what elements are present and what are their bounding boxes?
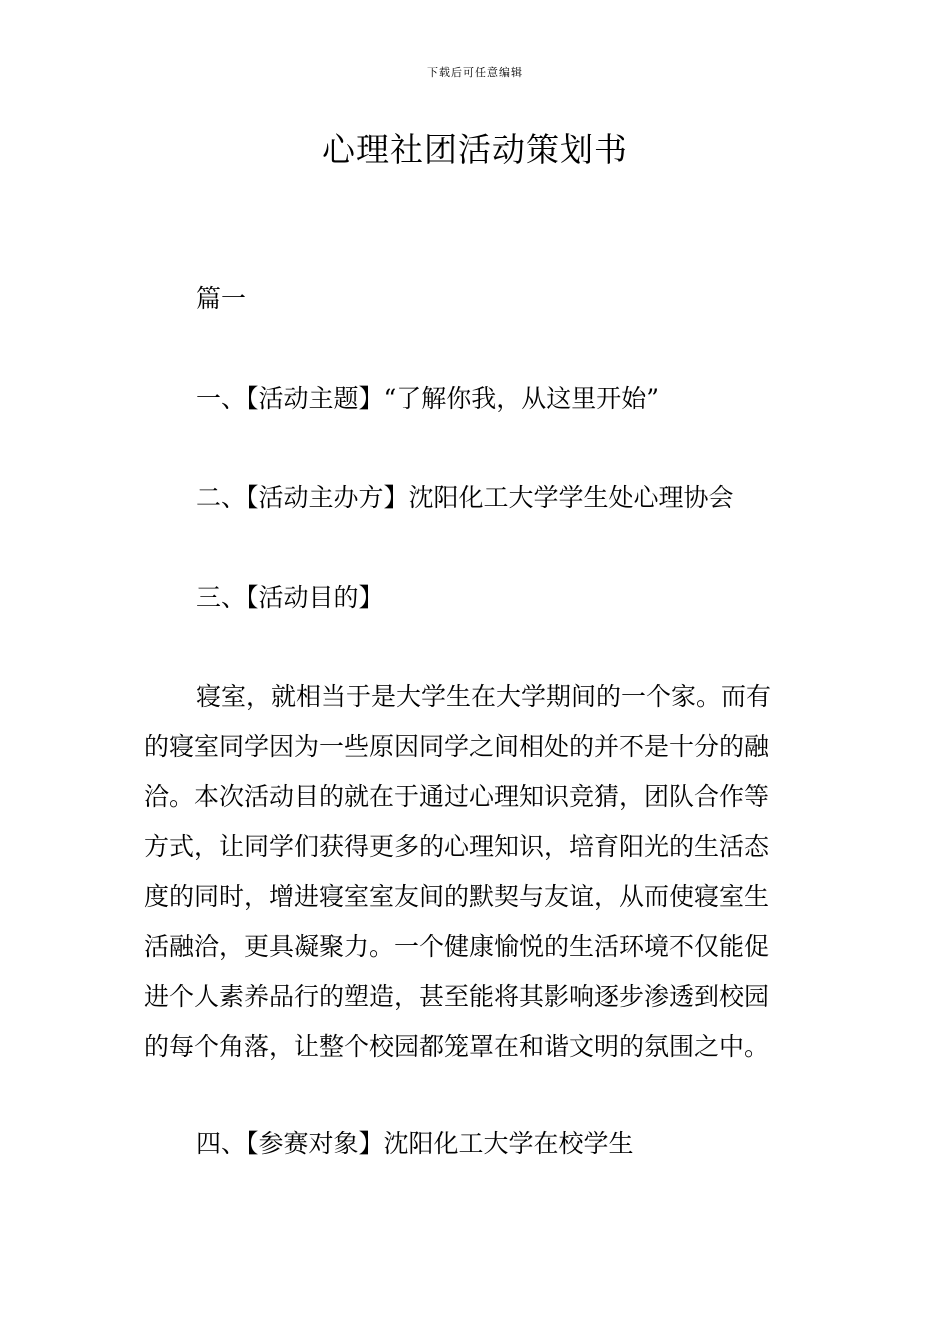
paragraph-line: 洽。本次活动目的就在于通过心理知识竞猜，团队合作等 [144,782,770,811]
section-purpose-heading: 三、【活动目的】 [196,583,384,612]
paragraph-line: 寝室，就相当于是大学生在大学期间的一个家。而有 [196,682,772,711]
paragraph-line: 方式，让同学们获得更多的心理知识，培育阳光的生活态 [144,832,770,861]
section-organizer: 二、【活动主办方】沈阳化工大学学生处心理协会 [196,483,734,512]
paragraph-line: 活融洽，更具凝聚力。一个健康愉悦的生活环境不仅能促 [144,932,770,961]
header-note: 下载后可任意编辑 [427,66,523,79]
part-label: 篇一 [196,284,247,313]
document-title: 心理社团活动策划书 [322,130,628,169]
paragraph-line: 进个人素养品行的塑造，甚至能将其影响逐步渗透到校园 [144,982,770,1011]
section-participants: 四、【参赛对象】沈阳化工大学在校学生 [196,1129,634,1158]
paragraph-line: 度的同时，增进寝室室友间的默契与友谊，从而使寝室生 [144,882,770,911]
section-theme: 一、【活动主题】“了解你我，从这里开始” [196,384,660,413]
paragraph-line: 的寝室同学因为一些原因同学之间相处的并不是十分的融 [144,732,770,761]
paragraph-line: 的每个角落，让整个校园都笼罩在和谐文明的氛围之中。 [144,1032,770,1061]
purpose-paragraph [144,682,810,1082]
